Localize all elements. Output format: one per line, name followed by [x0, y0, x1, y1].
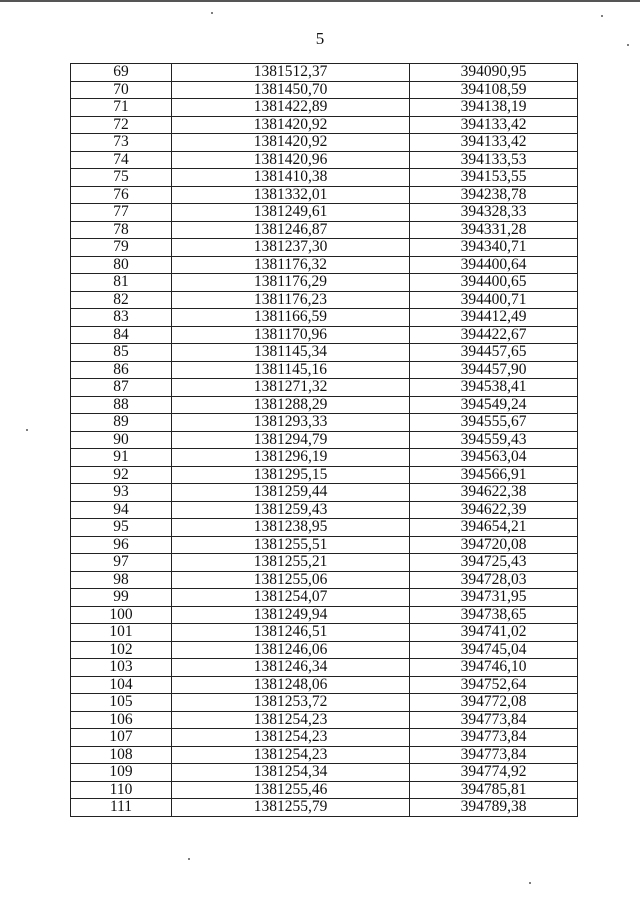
table-row: [71, 519, 578, 537]
y-coordinate-cell: 394457,90: [410, 361, 578, 379]
scan-speck: [627, 44, 629, 46]
table-row: [71, 449, 578, 467]
x-coordinate-cell: 1381420,92: [172, 116, 410, 134]
point-number-cell: 88: [71, 396, 172, 414]
table-row: [71, 554, 578, 572]
point-number-cell: 108: [71, 746, 172, 764]
x-coordinate-cell: 1381255,06: [172, 571, 410, 589]
x-coordinate-cell: 1381254,34: [172, 764, 410, 782]
table-row: [71, 379, 578, 397]
x-coordinate-cell: 1381248,06: [172, 676, 410, 694]
y-coordinate-cell: 394731,95: [410, 589, 578, 607]
point-number-cell: 75: [71, 169, 172, 187]
y-coordinate-cell: 394090,95: [410, 64, 578, 82]
point-number-cell: 93: [71, 484, 172, 502]
table-row: [71, 606, 578, 624]
table-row: [71, 466, 578, 484]
y-coordinate-cell: 394108,59: [410, 81, 578, 99]
x-coordinate-cell: 1381254,23: [172, 746, 410, 764]
y-coordinate-cell: 394746,10: [410, 659, 578, 677]
scan-speck: [529, 882, 531, 884]
y-coordinate-cell: 394741,02: [410, 624, 578, 642]
x-coordinate-cell: 1381249,94: [172, 606, 410, 624]
y-coordinate-cell: 394772,08: [410, 694, 578, 712]
x-coordinate-cell: 1381422,89: [172, 99, 410, 117]
point-number-cell: 71: [71, 99, 172, 117]
point-number-cell: 84: [71, 326, 172, 344]
x-coordinate-cell: 1381246,06: [172, 641, 410, 659]
table-row: [71, 729, 578, 747]
y-coordinate-cell: 394720,08: [410, 536, 578, 554]
table-row: [71, 501, 578, 519]
table-row: [71, 624, 578, 642]
y-coordinate-cell: 394745,04: [410, 641, 578, 659]
y-coordinate-cell: 394789,38: [410, 799, 578, 817]
y-coordinate-cell: 394133,53: [410, 151, 578, 169]
point-number-cell: 80: [71, 256, 172, 274]
table-row: [71, 361, 578, 379]
x-coordinate-cell: 1381295,15: [172, 466, 410, 484]
y-coordinate-cell: 394422,67: [410, 326, 578, 344]
x-coordinate-cell: 1381420,96: [172, 151, 410, 169]
point-number-cell: 82: [71, 291, 172, 309]
y-coordinate-cell: 394412,49: [410, 309, 578, 327]
y-coordinate-cell: 394238,78: [410, 186, 578, 204]
table-row: [71, 431, 578, 449]
point-number-cell: 81: [71, 274, 172, 292]
point-number-cell: 90: [71, 431, 172, 449]
y-coordinate-cell: 394566,91: [410, 466, 578, 484]
y-coordinate-cell: 394549,24: [410, 396, 578, 414]
point-number-cell: 89: [71, 414, 172, 432]
point-number-cell: 95: [71, 519, 172, 537]
x-coordinate-cell: 1381145,34: [172, 344, 410, 362]
point-number-cell: 106: [71, 711, 172, 729]
x-coordinate-cell: 1381259,44: [172, 484, 410, 502]
x-coordinate-cell: 1381176,23: [172, 291, 410, 309]
point-number-cell: 83: [71, 309, 172, 327]
point-number-cell: 103: [71, 659, 172, 677]
y-coordinate-cell: 394785,81: [410, 781, 578, 799]
table-row: [71, 799, 578, 817]
x-coordinate-cell: 1381166,59: [172, 309, 410, 327]
table-row: [71, 536, 578, 554]
table-row: [71, 169, 578, 187]
x-coordinate-cell: 1381255,51: [172, 536, 410, 554]
y-coordinate-cell: 394559,43: [410, 431, 578, 449]
y-coordinate-cell: 394331,28: [410, 221, 578, 239]
x-coordinate-cell: 1381249,61: [172, 204, 410, 222]
y-coordinate-cell: 394457,65: [410, 344, 578, 362]
x-coordinate-cell: 1381288,29: [172, 396, 410, 414]
scan-speck: [601, 15, 603, 17]
x-coordinate-cell: 1381296,19: [172, 449, 410, 467]
x-coordinate-cell: 1381145,16: [172, 361, 410, 379]
y-coordinate-cell: 394400,65: [410, 274, 578, 292]
table-row: [71, 309, 578, 327]
point-number-cell: 69: [71, 64, 172, 82]
point-number-cell: 111: [71, 799, 172, 817]
y-coordinate-cell: 394752,64: [410, 676, 578, 694]
x-coordinate-cell: 1381254,07: [172, 589, 410, 607]
x-coordinate-cell: 1381294,79: [172, 431, 410, 449]
table-row: [71, 64, 578, 82]
y-coordinate-cell: 394774,92: [410, 764, 578, 782]
y-coordinate-cell: 394773,84: [410, 746, 578, 764]
point-number-cell: 107: [71, 729, 172, 747]
point-number-cell: 78: [71, 221, 172, 239]
point-number-cell: 110: [71, 781, 172, 799]
scan-speck: [211, 12, 213, 14]
point-number-cell: 98: [71, 571, 172, 589]
x-coordinate-cell: 1381176,32: [172, 256, 410, 274]
x-coordinate-cell: 1381246,34: [172, 659, 410, 677]
table-row: [71, 396, 578, 414]
y-coordinate-cell: 394728,03: [410, 571, 578, 589]
x-coordinate-cell: 1381253,72: [172, 694, 410, 712]
table-row: [71, 274, 578, 292]
point-number-cell: 87: [71, 379, 172, 397]
x-coordinate-cell: 1381255,79: [172, 799, 410, 817]
x-coordinate-cell: 1381237,30: [172, 239, 410, 257]
x-coordinate-cell: 1381246,51: [172, 624, 410, 642]
x-coordinate-cell: 1381254,23: [172, 711, 410, 729]
y-coordinate-cell: 394538,41: [410, 379, 578, 397]
y-coordinate-cell: 394340,71: [410, 239, 578, 257]
point-number-cell: 99: [71, 589, 172, 607]
point-number-cell: 79: [71, 239, 172, 257]
table-row: [71, 221, 578, 239]
x-coordinate-cell: 1381176,29: [172, 274, 410, 292]
table-row: [71, 589, 578, 607]
x-coordinate-cell: 1381271,32: [172, 379, 410, 397]
table-row: [71, 134, 578, 152]
table-row: [71, 239, 578, 257]
y-coordinate-cell: 394153,55: [410, 169, 578, 187]
point-number-cell: 86: [71, 361, 172, 379]
table-row: [71, 81, 578, 99]
table-row: [71, 151, 578, 169]
point-number-cell: 92: [71, 466, 172, 484]
x-coordinate-cell: 1381512,37: [172, 64, 410, 82]
point-number-cell: 109: [71, 764, 172, 782]
y-coordinate-cell: 394138,19: [410, 99, 578, 117]
point-number-cell: 73: [71, 134, 172, 152]
point-number-cell: 91: [71, 449, 172, 467]
x-coordinate-cell: 1381170,96: [172, 326, 410, 344]
y-coordinate-cell: 394738,65: [410, 606, 578, 624]
table-row: [71, 186, 578, 204]
table-row: [71, 641, 578, 659]
point-number-cell: 100: [71, 606, 172, 624]
table-row: [71, 711, 578, 729]
table-row: [71, 326, 578, 344]
point-number-cell: 97: [71, 554, 172, 572]
y-coordinate-cell: 394622,38: [410, 484, 578, 502]
table-row: [71, 781, 578, 799]
table-row: [71, 344, 578, 362]
point-number-cell: 77: [71, 204, 172, 222]
point-number-cell: 85: [71, 344, 172, 362]
x-coordinate-cell: 1381259,43: [172, 501, 410, 519]
x-coordinate-cell: 1381255,46: [172, 781, 410, 799]
x-coordinate-cell: 1381420,92: [172, 134, 410, 152]
y-coordinate-cell: 394133,42: [410, 134, 578, 152]
table-row: [71, 291, 578, 309]
point-number-cell: 105: [71, 694, 172, 712]
coordinates-table-body: [71, 64, 578, 817]
table-row: [71, 659, 578, 677]
table-row: [71, 116, 578, 134]
point-number-cell: 72: [71, 116, 172, 134]
y-coordinate-cell: 394400,71: [410, 291, 578, 309]
y-coordinate-cell: 394773,84: [410, 711, 578, 729]
top-border-line: [0, 0, 640, 2]
scan-speck: [188, 858, 190, 860]
point-number-cell: 102: [71, 641, 172, 659]
scan-speck: [26, 429, 28, 431]
table-row: [71, 484, 578, 502]
y-coordinate-cell: 394654,21: [410, 519, 578, 537]
table-row: [71, 99, 578, 117]
y-coordinate-cell: 394400,64: [410, 256, 578, 274]
table-row: [71, 414, 578, 432]
point-number-cell: 104: [71, 676, 172, 694]
table-row: [71, 571, 578, 589]
x-coordinate-cell: 1381255,21: [172, 554, 410, 572]
y-coordinate-cell: 394725,43: [410, 554, 578, 572]
point-number-cell: 101: [71, 624, 172, 642]
x-coordinate-cell: 1381293,33: [172, 414, 410, 432]
table-row: [71, 676, 578, 694]
x-coordinate-cell: 1381238,95: [172, 519, 410, 537]
point-number-cell: 76: [71, 186, 172, 204]
point-number-cell: 70: [71, 81, 172, 99]
x-coordinate-cell: 1381450,70: [172, 81, 410, 99]
x-coordinate-cell: 1381332,01: [172, 186, 410, 204]
table-row: [71, 204, 578, 222]
x-coordinate-cell: 1381410,38: [172, 169, 410, 187]
point-number-cell: 94: [71, 501, 172, 519]
x-coordinate-cell: 1381254,23: [172, 729, 410, 747]
y-coordinate-cell: 394328,33: [410, 204, 578, 222]
table-row: [71, 256, 578, 274]
page-number: 5: [315, 29, 325, 48]
table-row: [71, 746, 578, 764]
table-row: [71, 694, 578, 712]
point-number-cell: 74: [71, 151, 172, 169]
y-coordinate-cell: 394773,84: [410, 729, 578, 747]
y-coordinate-cell: 394563,04: [410, 449, 578, 467]
x-coordinate-cell: 1381246,87: [172, 221, 410, 239]
y-coordinate-cell: 394133,42: [410, 116, 578, 134]
table-row: [71, 764, 578, 782]
point-number-cell: 96: [71, 536, 172, 554]
y-coordinate-cell: 394555,67: [410, 414, 578, 432]
coordinates-table: [70, 63, 578, 817]
y-coordinate-cell: 394622,39: [410, 501, 578, 519]
